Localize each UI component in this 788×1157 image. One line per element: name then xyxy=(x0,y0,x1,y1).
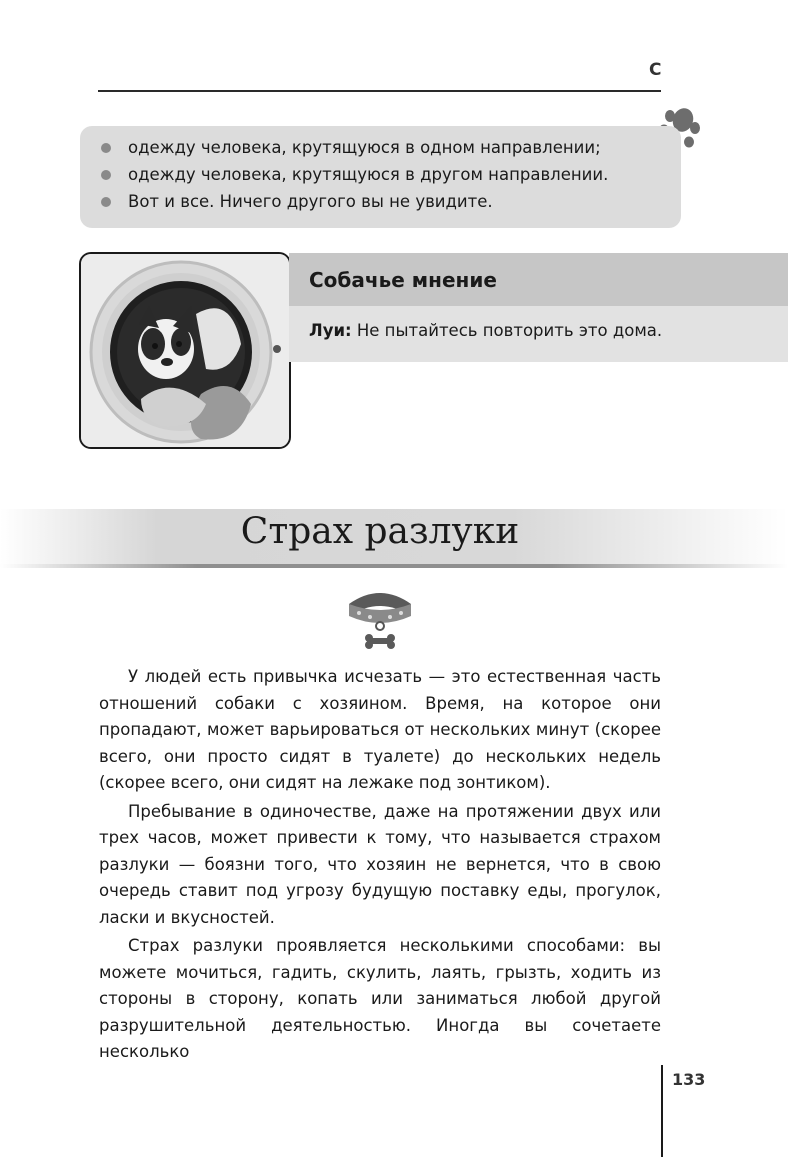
paragraph: Пребывание в одиночестве, даже на протяжении двух или трех часов, может привести к тому, что называется страхом разлуки — боязни того, что хозяин не вернется, что в свою очередь ставит под угрозу будущую поставку еды, прогулок, ласки и вкусностей. xyxy=(99,801,661,927)
list-item-text: одежду человека, крутящуюся в другом направлении. xyxy=(128,165,609,184)
paragraph: Страх разлуки проявляется несколькими способами: вы можете мочиться, гадить, скулить, лаять, грызть, ходить из стороны в сторону, копать или заниматься любой другой разрушительной деятельностью. Иногда вы сочетаете несколько xyxy=(99,936,661,1061)
dog-opinion-title: Собачье мнение xyxy=(309,268,497,292)
body-text xyxy=(99,664,661,1068)
list-item xyxy=(80,161,681,188)
header-rule xyxy=(98,90,661,92)
washing-machine-illustration xyxy=(81,254,289,447)
section-letter: С xyxy=(649,60,662,80)
section-heading-rule xyxy=(0,564,788,568)
collar-bone-icon xyxy=(343,586,417,654)
dog-opinion-header xyxy=(289,253,788,306)
section-title: Страх разлуки xyxy=(240,511,520,552)
bullet-dot-icon xyxy=(101,170,111,180)
dog-in-washing-machine-photo xyxy=(79,252,291,449)
list-item-text: Вот и все. Ничего другого вы не увидите. xyxy=(128,192,493,211)
list-item xyxy=(80,188,681,215)
dog-opinion-body xyxy=(289,306,788,362)
bullet-box xyxy=(80,126,681,228)
dog-opinion-quote-text: Не пытайтесь повторить это дома. xyxy=(356,321,663,340)
bullet-dot-icon xyxy=(101,143,111,153)
list-item xyxy=(80,134,681,161)
dog-opinion-speaker: Луи: xyxy=(309,321,352,340)
page-number: 133 xyxy=(672,1070,706,1089)
footer-rule xyxy=(661,1065,663,1157)
dog-opinion-quote xyxy=(309,321,662,340)
bullet-list xyxy=(80,126,681,215)
bullet-dot-icon xyxy=(101,197,111,207)
list-item-text: одежду человека, крутящуюся в одном направлении; xyxy=(128,138,601,157)
paragraph: У людей есть привычка исчезать — это естественная часть отношений собаки с хозяином. Время, на которое они пропадают, может варьироваться от нескольких минут (скорее всего, они просто сидят в туалете) до нескольких недель (скорее всего, они сидят на лежаке под зонтиком). xyxy=(99,667,661,792)
